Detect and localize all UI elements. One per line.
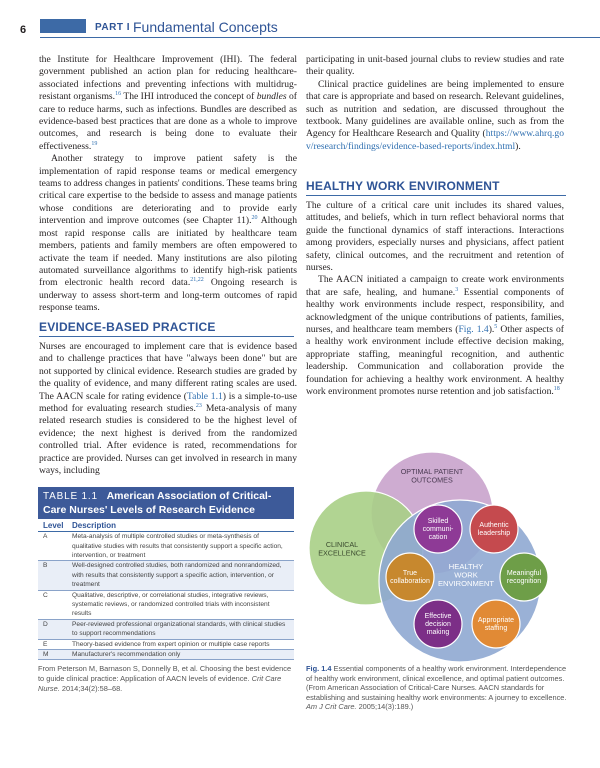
skilled-communication-label: Skilled communi-cation bbox=[422, 518, 454, 541]
section-rule bbox=[39, 336, 294, 337]
paragraph: participating in unit-based journal clubs to review studies and rate their quality. bbox=[306, 54, 564, 78]
header-rule bbox=[40, 37, 600, 38]
authentic-leadership-label: Authentic leadership bbox=[477, 522, 511, 537]
table-row bbox=[38, 650, 294, 660]
meaningful-recognition-label: Meaningful recognition bbox=[506, 570, 542, 585]
meaningful-recognition-circle bbox=[500, 553, 548, 601]
evidence-description: Peer-reviewed professional organizational standards, with clinical studies to support recommendations bbox=[72, 620, 286, 638]
section-heading-evidence: EVIDENCE-BASED PRACTICE bbox=[39, 320, 216, 334]
evidence-description: Qualitative, descriptive, or correlational studies, integrative reviews, systematic reviews, or randomized controlled trials with inconsistent results bbox=[72, 591, 270, 618]
part-title: Fundamental Concepts bbox=[133, 19, 278, 35]
evidence-level: B bbox=[43, 562, 48, 570]
paragraph: Nurses are encouraged to implement care that is evidence based and to challenge practices that have "always been done" but are not supported by clinical evidence. Research studies are graded by the quality of evidence, and many different rating scales are used. The AACN scale for rating evidence (Table 1.1) is a simple-to-use method for evaluating research studies.$^{23}$ Meta-analysis of many related research studies is considered to be the highest level of evidence; the next highest is derived from the randomized controlled trial. After evidence is rated, recommendations for practice are provided. Nurses can get involved in research in many ways, including bbox=[39, 341, 298, 477]
table-source: From Peterson M, Barnason S, Donnelly B, et al. Choosing the best evidence to guide clinical practice: Application of AACN levels of evidence. Crit Care Nurse. 2014;34(2):58–68. bbox=[38, 664, 292, 693]
table-row bbox=[38, 620, 294, 640]
table-title: American Association of Critical-Care Nurses' Levels of Research Evidence bbox=[43, 490, 272, 516]
evidence-description: Manufacturer's recommendation only bbox=[72, 651, 181, 659]
effective-decision-making-label: Effective decision making bbox=[424, 613, 452, 636]
evidence-level: M bbox=[43, 651, 49, 659]
right-column-lower bbox=[306, 200, 564, 399]
paragraph: Another strategy to improve patient safety is the implementation of rapid response teams or medical emergency teams to address changes in patients' conditions. These teams bring critical care expertise to the bedside to assess and manage patients whose conditions are deteriorating and to provide early intervention and improve outcomes (see Chapter 11).$^{20}$ Although most rapid response calls are initiated by healthcare team members, patients and family members are often empowered to activate the team if needed. Many institutions are also piloting automated surveillance algorithms to identify high-risk patients from electronic health record data.$^{21,22}$ Ongoing research is underway to assess short-term and long-term outcomes of rapid response teams. bbox=[39, 153, 297, 314]
paragraph: Clinical practice guidelines are being implemented to ensure that care is appropriate and based on research. Relevant guidelines, such as nutrition and sedation, are discussed throughout the textbook. Many guidelines are available online, such as from the Agency for Healthcare Research and Quality (https://www.ahrq.gov/research/findings/evidence-based-reports/index.html). bbox=[306, 78, 564, 152]
figure-link[interactable]: Fig. 1.4 bbox=[458, 324, 489, 336]
paragraph: the Institute for Healthcare Improvement (IHI). The federal government published an action plan for reducing healthcare-associated infections and preventing infections with multidrug-resistant organisms.$^{16}$ The IHI introduced the concept of bundles of care to reduce harms, such as infections. Bundles are described as evidence-based best practices that are done as a whole to improve outcomes, and research is being done to evaluate their effectiveness.$^{19}$ bbox=[39, 54, 297, 152]
healthy-work-environment-label: HEALTHY WORK ENVIRONMENT bbox=[437, 562, 495, 588]
left-column bbox=[39, 54, 297, 315]
page-number: 6 bbox=[20, 24, 27, 36]
evidence-level: E bbox=[43, 640, 48, 648]
table-row bbox=[38, 640, 294, 650]
table-header bbox=[38, 519, 294, 532]
table-row bbox=[38, 561, 294, 590]
true-collaboration-circle bbox=[386, 553, 434, 601]
figure-label: Fig. 1.4 bbox=[306, 664, 332, 673]
right-column bbox=[306, 54, 564, 153]
ahrq-link[interactable]: https://www.ahrq.gov/research/findings/evidence-based-reports/index.html bbox=[306, 128, 564, 152]
evidence-level: C bbox=[43, 591, 48, 599]
part-label: PART I bbox=[95, 22, 131, 33]
header-accent-bar bbox=[40, 19, 86, 33]
evidence-description: Meta-analysis of multiple controlled studies or meta-synthesis of qualitative studies with results that consistently support a specific action, intervention, or treatment bbox=[72, 533, 283, 559]
healthy-work-environment-figure bbox=[308, 452, 566, 667]
appropriate-staffing-label: Appropriate staffing bbox=[477, 617, 515, 632]
table-row bbox=[38, 591, 294, 620]
clinical-excellence-label: CLINICAL EXCELLENCE bbox=[318, 540, 366, 558]
table-caption bbox=[38, 487, 294, 519]
evidence-description: Theory-based evidence from expert opinion or multiple case reports bbox=[72, 640, 270, 648]
page-header bbox=[0, 0, 600, 40]
table-row bbox=[38, 532, 294, 561]
paragraph: The AACN initiated a campaign to create work environments that are safe, healing, and humane.$^3$ Essential components of healthy work environments include respect, responsibility, and acknowledgment of the unique contributions of patients, families, nurses, and healthcare team members (Fig. 1.4).$^5$ Other aspects of a healthy work environment include effective decision making, appropriate staffing, meaningful recognition, and authentic leadership. Communication and collaboration provide the foundation for achieving a healthy work environment. A healthy work environment promotes nurse retention and job satisfaction.$^{18}$ bbox=[306, 274, 564, 398]
col-header-level: Level bbox=[43, 521, 64, 531]
paragraph: The culture of a critical care unit includes its shared values, attitudes, and beliefs, which in turn reflect behavioral norms that guide the functional dynamics of staff interactions. Interactions among providers, especially nurses and physicians, affect patient safety, clinical outcomes, and the recruitment and retention of nurses. bbox=[306, 200, 564, 274]
authentic-leadership-circle bbox=[470, 505, 518, 553]
evidence-levels-table bbox=[38, 487, 294, 693]
appropriate-staffing-circle bbox=[472, 600, 520, 648]
section-heading-healthy: HEALTHY WORK ENVIRONMENT bbox=[306, 179, 500, 193]
table-label: TABLE 1.1 bbox=[43, 491, 98, 502]
evidence-description: Well-designed controlled studies, both randomized and nonrandomized, with results that consistently support a specific action, intervention, or treatment bbox=[72, 562, 282, 589]
table-link[interactable]: Table 1.1 bbox=[186, 390, 223, 402]
true-collaboration-label: True collaboration bbox=[390, 570, 430, 585]
section-rule bbox=[306, 195, 566, 196]
optimal-outcomes-label: OPTIMAL PATIENT OUTCOMES bbox=[400, 467, 464, 485]
left-column-lower bbox=[39, 341, 297, 477]
evidence-level: A bbox=[43, 533, 48, 541]
col-header-description: Description bbox=[72, 521, 117, 531]
evidence-level: D bbox=[43, 620, 48, 628]
figure-caption: Fig. 1.4 Essential components of a healthy work environment. Interdependence of healthy work environment, clinical excellence, and optimal patient outcomes. (From American Association of Critical-Care Nurses. AACN standards for establishing and sustaining healthy work environments: A journey to excellence. Am J Crit Care. 2005;14(3):189.) bbox=[306, 664, 567, 712]
